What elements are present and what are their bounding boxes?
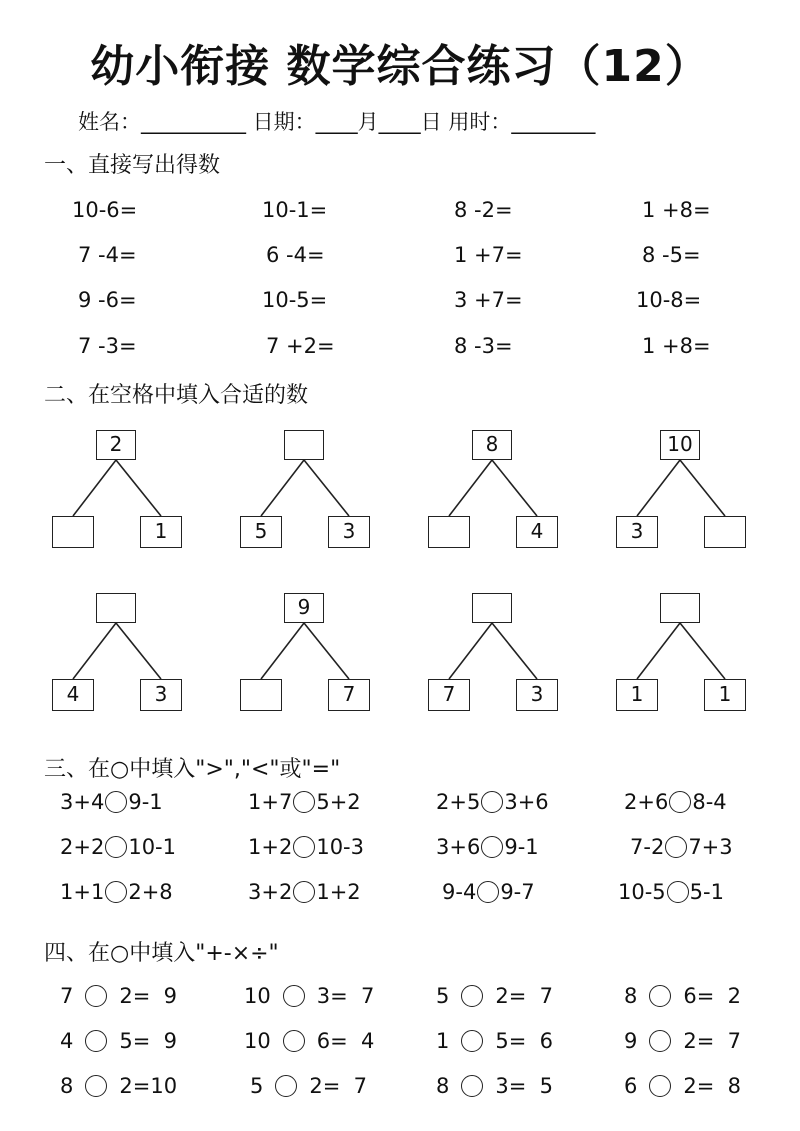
right-part: 5= 6 xyxy=(495,1029,554,1053)
calc-item: 9 -6= xyxy=(78,288,137,312)
operator-item xyxy=(436,1029,553,1053)
calc-item: 10-8= xyxy=(636,288,702,312)
compare-item xyxy=(60,880,173,904)
bond-left-box[interactable] xyxy=(52,516,94,548)
compare-item xyxy=(442,880,535,904)
left-expr: 7-2 xyxy=(630,835,665,859)
answer-circle[interactable] xyxy=(461,985,483,1007)
left-expr: 2+5 xyxy=(436,790,481,814)
section2-title: 二、在空格中填入合适的数 xyxy=(44,383,309,408)
operator-item xyxy=(436,1074,553,1098)
answer-circle[interactable] xyxy=(85,1030,107,1052)
answer-circle[interactable] xyxy=(481,791,503,813)
right-part: 2= 7 xyxy=(309,1074,368,1098)
operator-item xyxy=(60,1029,177,1053)
bond-left-box[interactable] xyxy=(240,679,282,711)
compare-item xyxy=(436,835,539,859)
answer-circle[interactable] xyxy=(477,881,499,903)
left-expr: 3+4 xyxy=(60,790,105,814)
number-bond-3 xyxy=(428,430,568,560)
calc-item: 7 -3= xyxy=(78,334,137,358)
left-number: 5 xyxy=(250,1074,264,1098)
compare-item xyxy=(630,835,733,859)
bond-top-box[interactable]: 2 xyxy=(96,430,136,460)
answer-circle[interactable] xyxy=(275,1075,297,1097)
right-part: 2= 7 xyxy=(495,984,554,1008)
right-expr: 8-4 xyxy=(692,790,727,814)
operator-item xyxy=(60,1074,177,1098)
bond-right-box[interactable]: 7 xyxy=(328,679,370,711)
bond-top-box[interactable] xyxy=(472,593,512,623)
operator-item xyxy=(244,984,374,1008)
left-number: 8 xyxy=(60,1074,74,1098)
bond-top-box[interactable]: 8 xyxy=(472,430,512,460)
answer-circle[interactable] xyxy=(283,1030,305,1052)
bond-left-box[interactable]: 5 xyxy=(240,516,282,548)
compare-item xyxy=(618,880,724,904)
number-bond-5 xyxy=(52,593,192,723)
answer-circle[interactable] xyxy=(293,881,315,903)
calc-item: 8 -5= xyxy=(642,243,701,267)
compare-item xyxy=(60,790,163,814)
left-number: 1 xyxy=(436,1029,450,1053)
section3-title: 三、在○中填入">","<"或"=" xyxy=(44,757,341,782)
bond-left-box[interactable]: 7 xyxy=(428,679,470,711)
compare-item xyxy=(248,790,361,814)
right-part: 2=10 xyxy=(119,1074,178,1098)
left-number: 4 xyxy=(60,1029,74,1053)
calc-item: 1 +8= xyxy=(642,198,711,222)
compare-item xyxy=(624,790,727,814)
right-expr: 5-1 xyxy=(689,880,724,904)
answer-circle[interactable] xyxy=(105,836,127,858)
answer-circle[interactable] xyxy=(461,1075,483,1097)
right-part: 5= 9 xyxy=(119,1029,178,1053)
answer-circle[interactable] xyxy=(461,1030,483,1052)
calc-item: 8 -3= xyxy=(454,334,513,358)
right-expr: 7+3 xyxy=(688,835,733,859)
answer-circle[interactable] xyxy=(649,1030,671,1052)
right-expr: 1+2 xyxy=(316,880,361,904)
number-bond-2 xyxy=(240,430,380,560)
right-part: 6= 2 xyxy=(683,984,742,1008)
answer-circle[interactable] xyxy=(85,985,107,1007)
right-expr: 5+2 xyxy=(316,790,361,814)
left-expr: 9-4 xyxy=(442,880,477,904)
answer-circle[interactable] xyxy=(283,985,305,1007)
answer-circle[interactable] xyxy=(481,836,503,858)
bond-right-box[interactable]: 3 xyxy=(328,516,370,548)
compare-item xyxy=(60,835,176,859)
bond-right-box[interactable]: 3 xyxy=(140,679,182,711)
number-bond-6 xyxy=(240,593,380,723)
left-number: 7 xyxy=(60,984,74,1008)
bond-right-box[interactable]: 1 xyxy=(704,679,746,711)
number-bond-1 xyxy=(52,430,192,560)
bond-top-box[interactable] xyxy=(96,593,136,623)
bond-right-box[interactable]: 4 xyxy=(516,516,558,548)
calc-item: 8 -2= xyxy=(454,198,513,222)
left-number: 6 xyxy=(624,1074,638,1098)
right-expr: 2+8 xyxy=(128,880,173,904)
calc-item: 10-1= xyxy=(262,198,328,222)
left-number: 10 xyxy=(244,1029,271,1053)
left-expr: 1+2 xyxy=(248,835,293,859)
page-title: 幼小衔接 数学综合练习（12） xyxy=(90,41,710,92)
right-expr: 10-3 xyxy=(316,835,364,859)
answer-circle[interactable] xyxy=(649,1075,671,1097)
operator-item xyxy=(250,1074,367,1098)
calc-item: 6 -4= xyxy=(266,243,325,267)
calc-item: 7 -4= xyxy=(78,243,137,267)
bond-left-box[interactable]: 3 xyxy=(616,516,658,548)
operator-item xyxy=(624,984,741,1008)
answer-circle[interactable] xyxy=(649,985,671,1007)
bond-right-box[interactable]: 3 xyxy=(516,679,558,711)
left-number: 9 xyxy=(624,1029,638,1053)
bond-top-box[interactable] xyxy=(284,430,324,460)
calc-item: 10-5= xyxy=(262,288,328,312)
right-part: 2= 7 xyxy=(683,1029,742,1053)
answer-circle[interactable] xyxy=(105,881,127,903)
left-number: 10 xyxy=(244,984,271,1008)
right-part: 3= 7 xyxy=(316,984,375,1008)
left-expr: 1+7 xyxy=(248,790,293,814)
section1-title: 一、直接写出得数 xyxy=(44,153,221,178)
bond-left-box[interactable]: 4 xyxy=(52,679,94,711)
bond-top-box[interactable] xyxy=(660,593,700,623)
operator-item xyxy=(60,984,177,1008)
left-expr: 2+2 xyxy=(60,835,105,859)
answer-circle[interactable] xyxy=(85,1075,107,1097)
student-info-line[interactable]: 姓名：__________ 日期：____月____日 用时：________ xyxy=(78,110,596,134)
operator-item xyxy=(624,1074,741,1098)
right-expr: 9-1 xyxy=(504,835,539,859)
answer-circle[interactable] xyxy=(669,791,691,813)
number-bond-4 xyxy=(616,430,756,560)
operator-item xyxy=(244,1029,374,1053)
answer-circle[interactable] xyxy=(105,791,127,813)
compare-item xyxy=(248,880,361,904)
answer-circle[interactable] xyxy=(293,836,315,858)
operator-item xyxy=(624,1029,741,1053)
left-expr: 3+6 xyxy=(436,835,481,859)
answer-circle[interactable] xyxy=(665,836,687,858)
calc-item: 3 +7= xyxy=(454,288,523,312)
calc-item: 1 +8= xyxy=(642,334,711,358)
right-part: 3= 5 xyxy=(495,1074,554,1098)
bond-left-box[interactable]: 1 xyxy=(616,679,658,711)
left-number: 5 xyxy=(436,984,450,1008)
bond-top-box[interactable]: 10 xyxy=(660,430,700,460)
left-expr: 3+2 xyxy=(248,880,293,904)
calc-item: 1 +7= xyxy=(454,243,523,267)
left-number: 8 xyxy=(624,984,638,1008)
right-expr: 9-7 xyxy=(500,880,535,904)
left-expr: 2+6 xyxy=(624,790,669,814)
section4-title: 四、在○中填入"+-×÷" xyxy=(44,941,279,966)
right-expr: 10-1 xyxy=(128,835,176,859)
compare-item xyxy=(248,835,364,859)
bond-top-box[interactable]: 9 xyxy=(284,593,324,623)
calc-item: 10-6= xyxy=(72,198,138,222)
answer-circle[interactable] xyxy=(293,791,315,813)
compare-item xyxy=(436,790,549,814)
left-expr: 10-5 xyxy=(618,880,666,904)
bond-left-box[interactable] xyxy=(428,516,470,548)
right-part: 2= 9 xyxy=(119,984,178,1008)
right-expr: 3+6 xyxy=(504,790,549,814)
bond-right-box[interactable] xyxy=(704,516,746,548)
number-bond-8 xyxy=(616,593,756,723)
right-part: 6= 4 xyxy=(316,1029,375,1053)
right-expr: 9-1 xyxy=(128,790,163,814)
operator-item xyxy=(436,984,553,1008)
calc-item: 7 +2= xyxy=(266,334,335,358)
left-expr: 1+1 xyxy=(60,880,105,904)
left-number: 8 xyxy=(436,1074,450,1098)
bond-right-box[interactable]: 1 xyxy=(140,516,182,548)
answer-circle[interactable] xyxy=(667,881,689,903)
right-part: 2= 8 xyxy=(683,1074,742,1098)
number-bond-7 xyxy=(428,593,568,723)
